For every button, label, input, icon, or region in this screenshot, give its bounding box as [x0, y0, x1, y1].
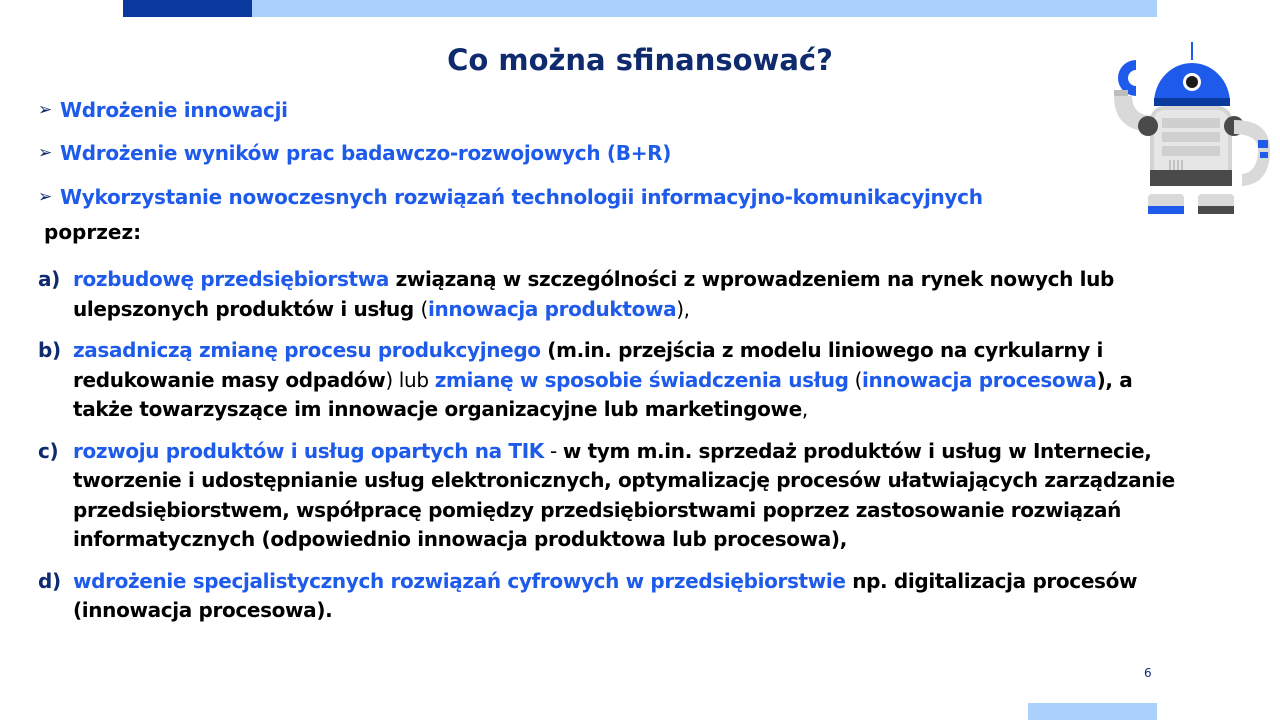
arrow-bullet-item	[38, 88, 983, 132]
body-text: ),	[676, 296, 690, 321]
arrow-bullet-text: Wdrożenie innowacji	[60, 97, 288, 122]
body-text: -	[543, 438, 563, 463]
arrow-bullet-list	[38, 88, 983, 219]
arrow-bullet-icon: ➢	[38, 99, 52, 120]
robot-illustration	[1110, 40, 1272, 216]
arrow-bullet-item	[38, 175, 983, 219]
robot-panel	[1162, 132, 1220, 142]
robot-eye	[1186, 76, 1198, 88]
arrow-bullet-text: Wdrożenie wyników prac badawczo-rozwojowych (B+R)	[60, 141, 672, 166]
highlight-text: wdrożenie specjalistycznych rozwiązań cyfrowych w przedsiębiorstwie	[73, 568, 846, 593]
item-text	[73, 567, 1188, 626]
arrow-bullet-text: Wykorzystanie nowoczesnych rozwiązań technologii informacyjno-komunikacyjnych	[60, 184, 983, 209]
body-text: w tym m.in. sprzedaż produktów i usług w Internecie, tworzenie i udostępnianie usług elektronicznych, optymalizację procesów ułatwiających zarządzanie przedsiębiorstwem, współpracę pomiędzy przedsiębiorstwami poprzez zastosowanie rozwiązań informatycznych (odpowiednio innowacja produktowa lub procesowa),	[73, 438, 1175, 551]
item-text	[73, 265, 1188, 324]
robot-right-hand	[1260, 152, 1268, 158]
body-text: (m.in. przejścia z modelu liniowego na cyrkularny i redukowanie masy odpadów	[73, 338, 1104, 392]
robot-belt	[1150, 170, 1232, 186]
body-text: ) lub	[385, 367, 435, 392]
list-item-c	[38, 437, 1188, 555]
robot-left-arm	[1114, 90, 1128, 96]
robot-right-hand	[1258, 140, 1268, 148]
highlight-text: innowacja produktowa	[427, 296, 677, 321]
robot-left-sole	[1148, 206, 1184, 214]
body-text: ,	[801, 397, 808, 421]
highlight-text: zasadniczą zmianę procesu produkcyjnego	[73, 338, 541, 362]
highlight-text: zmianę w sposobie świadczenia usług	[434, 367, 849, 392]
bottom-accent-bar	[1028, 703, 1157, 720]
body-text: związaną w szczególności z wprowadzeniem na rynek nowych lub ulepszonych produktów i usług	[73, 267, 1115, 321]
arrow-bullet-item	[38, 132, 983, 176]
arrow-bullet-icon: ➢	[38, 143, 52, 164]
highlight-text: innowacja procesowa	[862, 367, 1097, 392]
body-text: ), a także towarzyszące im innowacje organizacyjne lub marketingowe	[73, 367, 1133, 421]
item-letter: b)	[38, 338, 61, 362]
lettered-list	[38, 265, 1188, 638]
list-item-d	[38, 567, 1188, 626]
robot-left-shoulder	[1138, 116, 1158, 136]
body-text: (	[420, 296, 428, 321]
page-number: 6	[1144, 666, 1152, 680]
top-accent-bar-light	[252, 0, 1157, 17]
item-letter: a)	[38, 267, 60, 291]
robot-panel	[1162, 146, 1220, 156]
robot-right-sole	[1198, 206, 1234, 214]
list-item-a	[38, 265, 1188, 324]
body-text: (	[848, 367, 863, 392]
item-letter: c)	[38, 438, 59, 463]
body-text: np. digitalizacja procesów (innowacja procesowa).	[73, 568, 1138, 622]
robot-head-band	[1154, 98, 1230, 106]
item-text	[73, 437, 1188, 555]
highlight-text: rozbudowę przedsiębiorstwa	[73, 267, 389, 291]
slide-title: Co można sfinansować?	[447, 43, 833, 77]
lead-text: poprzez:	[44, 220, 142, 244]
highlight-text: rozwoju produktów i usług opartych na TIK	[73, 438, 544, 463]
item-letter: d)	[38, 568, 61, 593]
top-accent-bar-dark	[123, 0, 252, 17]
arrow-bullet-icon: ➢	[38, 186, 52, 207]
item-text	[73, 336, 1188, 425]
robot-panel	[1162, 118, 1220, 128]
list-item-b	[38, 336, 1188, 425]
